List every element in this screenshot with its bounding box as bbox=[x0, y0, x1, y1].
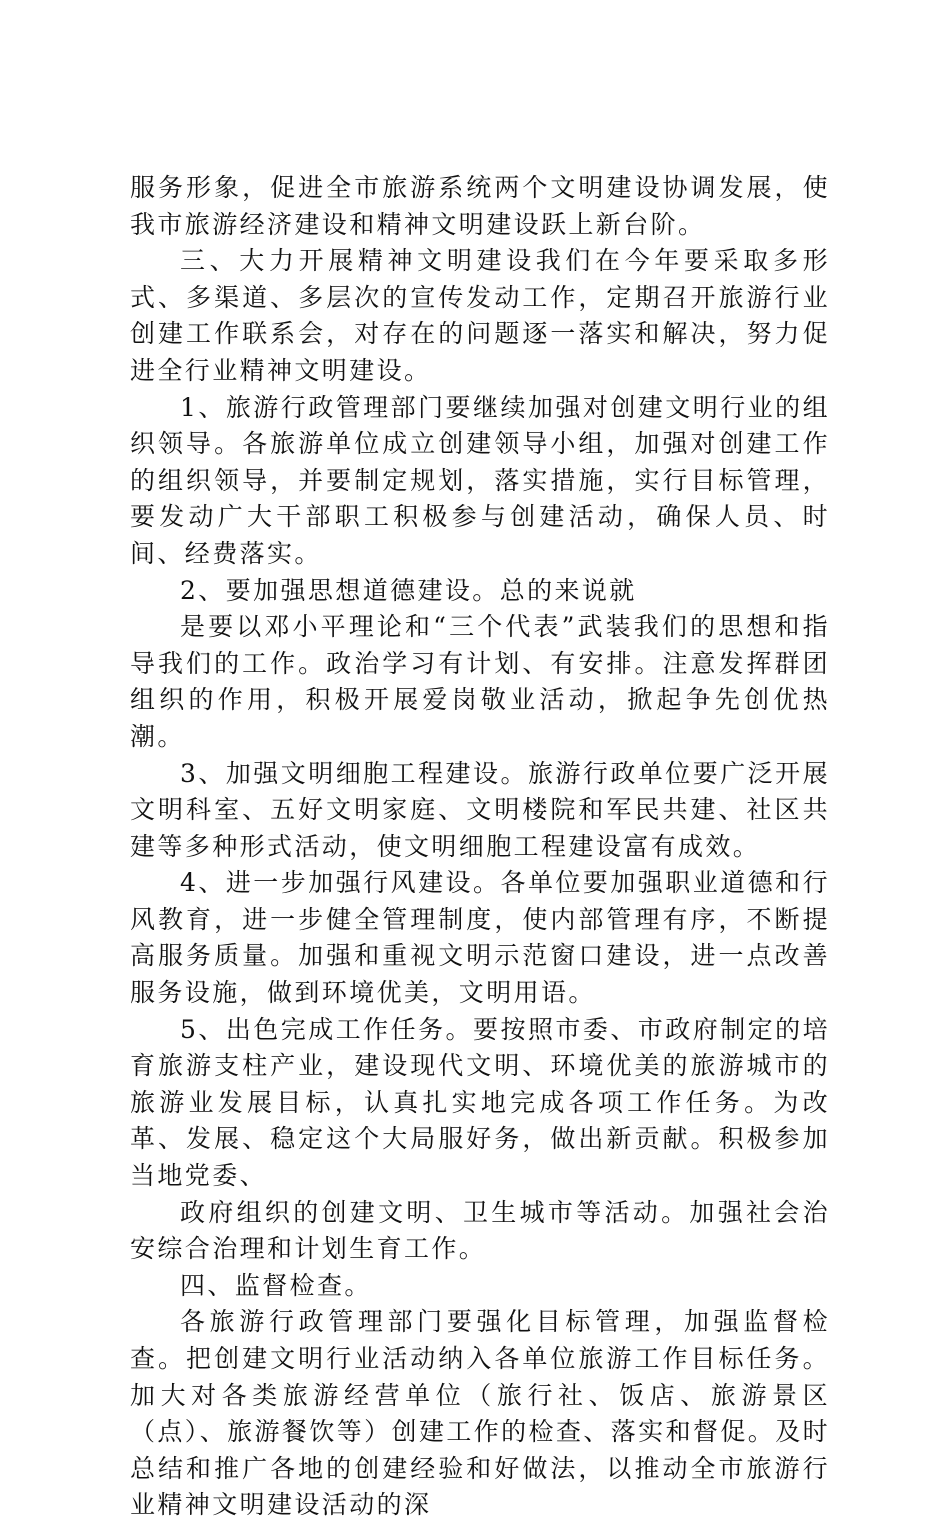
paragraph: 1、旅游行政管理部门要继续加强对创建文明行业的组织领导。各旅游单位成立创建领导小组，加强对创建工作的组织领导，并要制定规划，落实措施，实行目标管理，要发动广大干部职工积极参与创建活动，确保人员、时间、经费落实。 bbox=[130, 392, 830, 568]
paragraph: 服务形象，促进全市旅游系统两个文明建设协调发展，使我市旅游经济建设和精神文明建设跃上新台阶。 bbox=[130, 173, 830, 239]
section-heading: 四、监督检查。 bbox=[180, 1270, 372, 1300]
paragraph: 3、加强文明细胞工程建设。旅游行政单位要广泛开展文明科室、五好文明家庭、文明楼院和军民共建、社区共建等多种形式活动，使文明细胞工程建设富有成效。 bbox=[130, 758, 830, 861]
paragraph: 是要以邓小平理论和“三个代表”武装我们的思想和指导我们的工作。政治学习有计划、有安排。注意发挥群团组织的作用，积极开展爱岗敬业活动，掀起争先创优热潮。 bbox=[130, 612, 830, 751]
paragraph: 4、进一步加强行风建设。各单位要加强职业道德和行风教育，进一步健全管理制度，使内部管理有序，不断提高服务质量。加强和重视文明示范窗口建设，进一点改善服务设施，做到环境优美，文明用语。 bbox=[130, 868, 830, 1008]
paragraph: 2、要加强思想道德建设。总的来说就 bbox=[180, 575, 637, 605]
paragraph: 各旅游行政管理部门要强化目标管理，加强监督检查。把创建文明行业活动纳入各单位旅游工作目标任务。加大对各类旅游经营单位（旅行社、饭店、旅游景区（点）、旅游餐饮等）创建工作的检查、落实和督促。及时总结和推广各地的创建经验和好做法，以推动全市旅游行业精神文明建设活动的深 bbox=[130, 1307, 830, 1520]
paragraph: 5、出色完成工作任务。要按照市委、市政府制定的培育旅游支柱产业，建设现代文明、环境优美的旅游城市的旅游业发展目标，认真扎实地完成各项工作任务。为改革、发展、稳定这个大局服好务，做出新贡献。积极参加当地党委、 bbox=[130, 1014, 830, 1191]
paragraph: 三、大力开展精神文明建设我们在今年要采取多形式、多渠道、多层次的宣传发动工作，定期召开旅游行业创建工作联系会，对存在的问题逐一落实和解决，努力促进全行业精神文明建设。 bbox=[130, 246, 830, 385]
document-body bbox=[130, 170, 830, 1524]
paragraph: 政府组织的创建文明、卫生城市等活动。加强社会治安综合治理和计划生育工作。 bbox=[130, 1197, 830, 1264]
